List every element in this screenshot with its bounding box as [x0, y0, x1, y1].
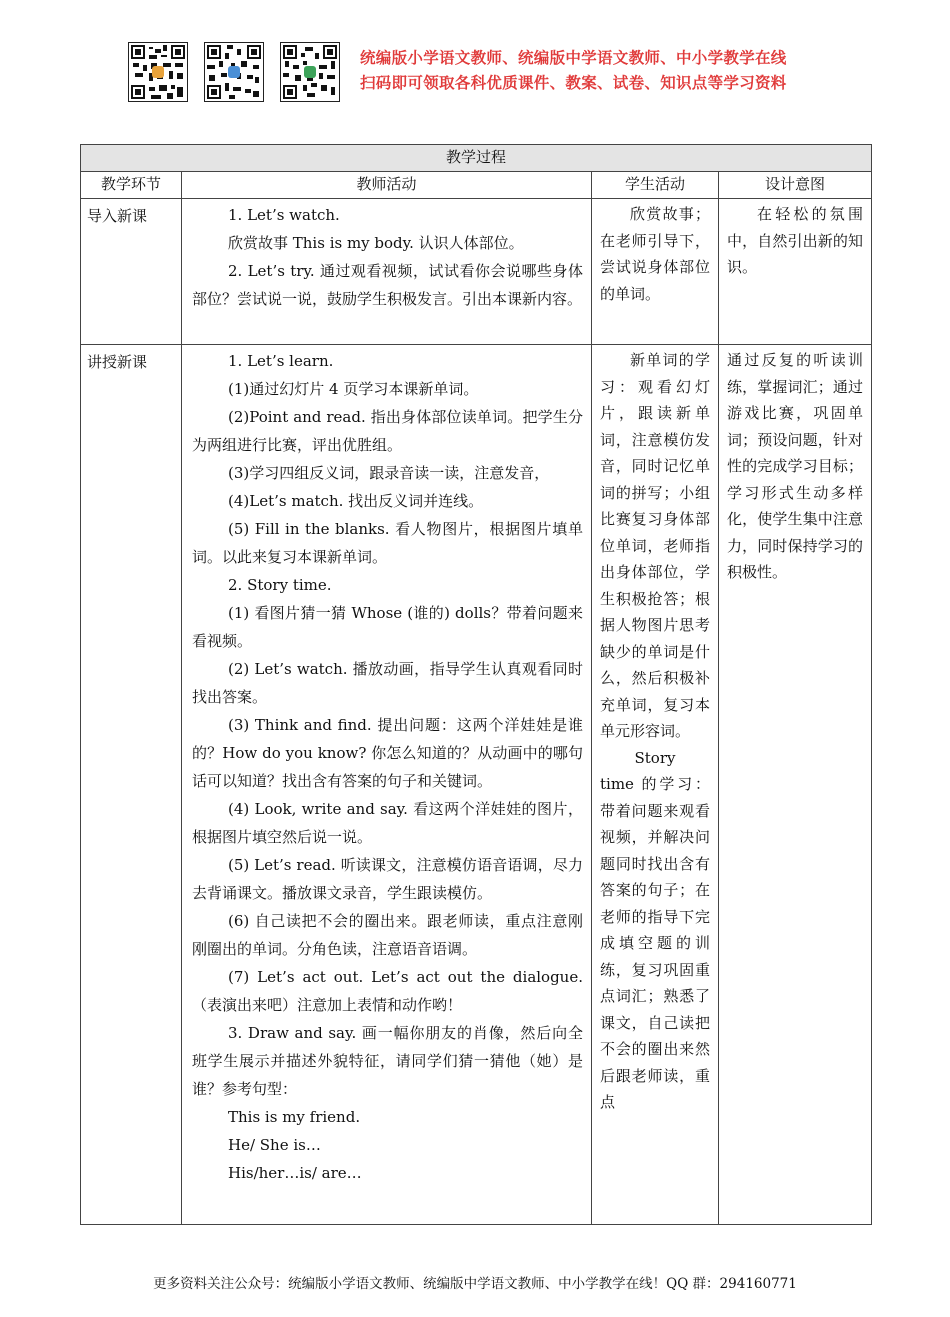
table-row — [81, 199, 872, 345]
teacher-step: 2. Story time. — [228, 576, 332, 594]
header-banner-text — [360, 46, 787, 96]
table-title: 教学过程 — [81, 145, 872, 172]
student-activity-text: time 的学习：带着问题来观看视频，并解决问题同时找出含有答案的句子；在老师的指导下完成填空题的训练，复习巩固重点词汇；熟悉了课文，自己读把不会的圈出来然后跟老师读，重点 — [600, 775, 710, 1111]
teacher-step: (6) 自己读把不会的圈出来。跟老师读，重点注意刚刚圈出的单词。分角色读，注意语音语调。 — [192, 912, 583, 958]
teacher-step: 1. Let’s learn. — [228, 352, 334, 370]
design-intent-cell — [719, 199, 872, 345]
design-intent-cell — [719, 345, 872, 1225]
student-activity-heading: Story — [634, 748, 676, 767]
student-activity-text: 欣赏故事；在老师引导下，尝试说身体部位的单词。 — [600, 205, 710, 303]
section-cell: 讲授新课 — [81, 345, 182, 1225]
design-intent-text: 在轻松的氛围中，自然引出新的知识。 — [727, 205, 864, 276]
header-line-2: 扫码即可领取各科优质课件、教案、试卷、知识点等学习资料 — [360, 74, 787, 92]
teacher-step: This is my friend. — [228, 1108, 361, 1126]
teacher-step: 3. Draw and say. 画一幅你朋友的肖像，然后向全班学生展示并描述外貌特征，请同学们猜一猜他（她）是谁？参考句型： — [192, 1024, 583, 1098]
qr-code-icon — [280, 42, 340, 102]
teacher-step: (5) Fill in the blanks. 看人物图片，根据图片填单词。以此来复习本课新单词。 — [192, 520, 583, 566]
qr-code-icon — [204, 42, 264, 102]
teacher-step: (3)学习四组反义词，跟录音读一读，注意发音， — [228, 464, 550, 482]
teacher-step: His/her…is/ are… — [228, 1164, 362, 1182]
page-header — [128, 40, 848, 104]
teacher-step: (7) Let’s act out. Let’s act out the dialogue.（表演出来吧）注意加上表情和动作哟！ — [192, 968, 583, 1014]
page-footer: 更多资料关注公众号：统编版小学语文教师、统编版中学语文教师、中小学教学在线！QQ 群：294160771 — [153, 1276, 797, 1292]
column-header: 设计意图 — [719, 172, 872, 199]
teacher-step: 欣赏故事 This is my body. 认识人体部位。 — [228, 234, 524, 252]
student-activity-cell — [592, 345, 719, 1225]
teacher-step: (1) 看图片猜一猜 Whose (谁的) dolls？带着问题来看视频。 — [192, 604, 583, 650]
teacher-step: He/ She is… — [228, 1136, 321, 1154]
section-cell: 导入新课 — [81, 199, 182, 345]
student-activity-cell — [592, 199, 719, 345]
qr-code-icon — [129, 43, 187, 101]
teacher-step: (1)通过幻灯片 4 页学习本课新单词。 — [228, 380, 479, 398]
table-header-row — [81, 172, 872, 199]
teacher-step: (5) Let’s read. 听读课文，注意模仿语音语调，尽力去背诵课文。播放课文录音，学生跟读模仿。 — [192, 856, 583, 902]
column-header: 教学环节 — [81, 172, 182, 199]
teacher-activity-cell — [182, 345, 592, 1225]
teacher-step: (4)Let’s match. 找出反义词并连线。 — [228, 492, 484, 510]
teacher-step: 2. Let’s try. 通过观看视频，试试看你会说哪些身体部位？尝试说一说，鼓励学生积极发言。引出本课新内容。 — [192, 262, 583, 308]
teacher-step: (2)Point and read. 指出身体部位读单词。把学生分为两组进行比赛，评出优胜组。 — [192, 408, 583, 454]
design-intent-text: 通过反复的听读训练，掌握词汇；通过游戏比赛，巩固单词；预设问题，针对性的完成学习目标；学习形式生动多样化，使学生集中注意力，同时保持学习的积极性。 — [727, 351, 864, 581]
qr-code-icon — [128, 42, 188, 102]
teacher-step: (3) Think and find. 提出问题：这两个洋娃娃是谁的？How do you know? 你怎么知道的？从动画中的哪句话可以知道？找出含有答案的句子和关键词。 — [192, 716, 583, 790]
teacher-step: 1. Let’s watch. — [228, 206, 340, 224]
teacher-step: (4) Look, write and say. 看这两个洋娃娃的图片，根据图片填空然后说一说。 — [192, 800, 583, 846]
table-row — [81, 345, 872, 1225]
student-activity-text: 新单词的学习：观看幻灯片，跟读新单词，注意模仿发音，同时记忆单词的拼写；小组比赛复习身体部位单词，老师指出身体部位，学生积极抢答；根据人物图片思考缺少的单词是什么，然后积极补充单词，复习本单元形容词。 — [600, 351, 710, 740]
teaching-process-table — [80, 144, 872, 1225]
table-title-row — [81, 145, 872, 172]
qr-code-icon — [205, 43, 263, 101]
qr-code-icon — [281, 43, 339, 101]
teacher-activity-cell — [182, 199, 592, 345]
teacher-step: (2) Let’s watch. 播放动画，指导学生认真观看同时找出答案。 — [192, 660, 583, 706]
column-header: 教师活动 — [182, 172, 592, 199]
column-header: 学生活动 — [592, 172, 719, 199]
header-line-1: 统编版小学语文教师、统编版中学语文教师、中小学教学在线 — [360, 49, 787, 67]
